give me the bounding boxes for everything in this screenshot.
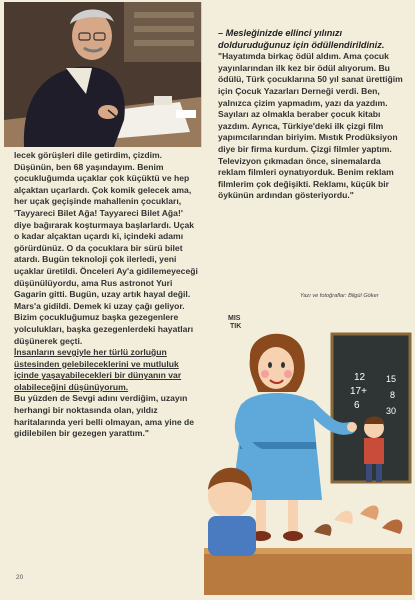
underlined-quote: İnsanların sevgiyle her türlü zorluğun üstesinden gelebileceklerini ve mutluluk içinde yaşayabilecekleri bir dünyanın var olabileceğini düşünüyorum. (14, 347, 182, 392)
page-number: 20 (16, 574, 24, 581)
board-number-5: 8 (390, 390, 396, 400)
classroom-cartoon (204, 310, 412, 595)
cartoon-drawing (204, 310, 412, 595)
photo-credit: Yazı ve fotoğraflar: Bilgül Göker (300, 293, 379, 299)
interview-answer: "Hayatımda birkaç ödül aldım. Ama çocuk yayınlarından ilk kez bir ödül alıyorum. Bu ödülü, Türk çocuklarına 50 yıl sanat ürettiğim için Çocuk Yazarları Derneği verdi. Ben, yalnızca çizim yapmadım, yazı da yazdım. Sayıları az olmakla beraber çocuk kitabı yazdım. Ayrıca, Türkiye'deki ilk çizgi film yapımcılarından biriyim. Mıstık Prodüksiyon diye bir firma kurdum. Çizgi filmler yaptım. Televizyon çıkmadan önce, sinemalarda reklam filmleri oynatıyorduk. Benim reklam filmlerim çok değişikti. Reklamı, küçük bir öykünün ardından gösteriyordu." (218, 51, 403, 201)
board-number-1: 12 (354, 372, 366, 383)
right-column-text (218, 28, 408, 202)
illustrator-photo-drawing (4, 2, 201, 147)
cartoon-signature-line1: MIS (228, 315, 241, 322)
illustrator-photo (4, 2, 202, 147)
left-closing-paragraph: Bu yüzden de Sevgi adını verdiğim, uzayın herhangi bir noktasında olan, yıldız haritalarında yeri belli olmayan, ama yine de gidilebilen bir gezegen yarattım." (14, 393, 195, 439)
board-number-3: 6 (354, 400, 360, 411)
left-paragraph: lecek görüşleri dile getirdim, çizdim. Düşünün, ben 68 yaşındayım. Benim çocukluğumda uçaklar çok küçüktü ve hep alçaktan uçarlardı. Çok komik gelecek ama, her uçak geçişinde mahallenin çocukları, 'Tayyareci Bilet Ağa! Tayyareci Bilet Ağa!' diye bağırarak koşturmaya başlarlardı. Uçak o kadar alçaktan uçardı ki, içindeki adamı görürdünüz. O da çocuklara bir sürü bilet atardı. Bugün teknoloji çok ilerledi, yeni uçaklar üretildi. Önceleri Ay'a gidilemeyeceği düşünülüyordu, ama Rus astronot Yuri Gagarin gitti. Bugün, uzay artık hayal değil. Mars'a gidildi. Demek ki uzay çağı geliyor. Bizim çocukluğumuz başka gezegenlere yolculukları, başka gezegenlerdeki hayatları düşünerek geçti. (14, 150, 198, 346)
interview-question: – Mesleğinizde ellinci yılınızı dolduruduğunuz için ödüllendirildiniz. (218, 28, 385, 50)
board-number-4: 15 (386, 374, 397, 384)
board-number-6: 30 (386, 406, 397, 416)
board-number-2: 17+ (350, 386, 367, 397)
left-column-text (14, 150, 198, 440)
cartoon-signature-line2: TIK (230, 323, 242, 330)
